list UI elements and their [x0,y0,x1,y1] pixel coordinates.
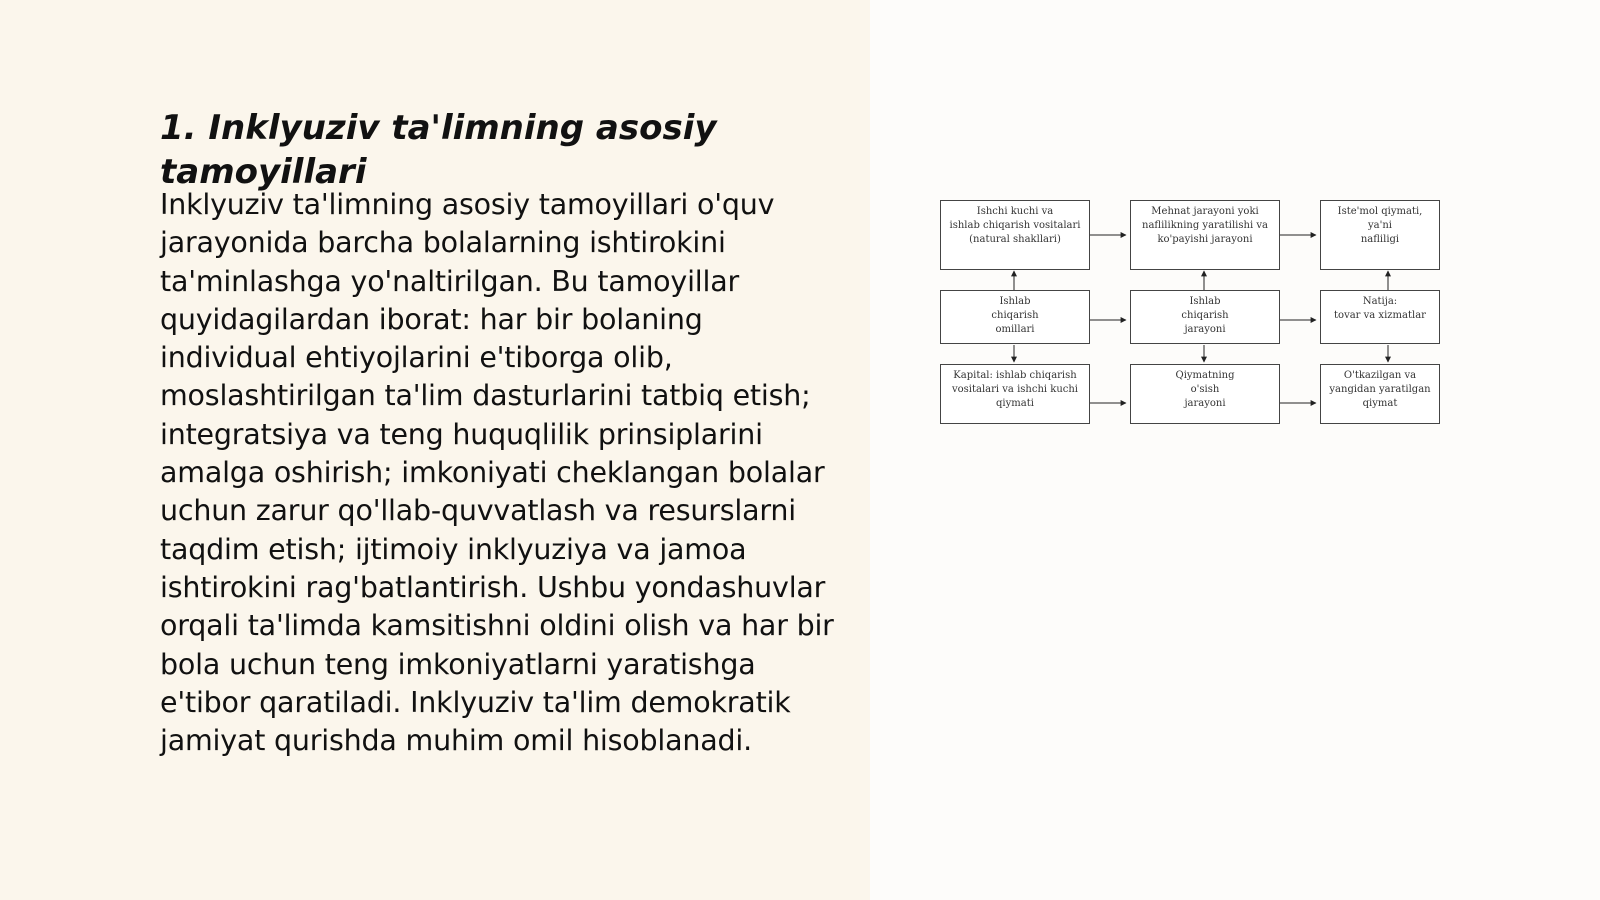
box-r3-c3 [1320,364,1440,424]
box-line: qiymat [1362,398,1398,409]
box-r1-c1 [940,200,1090,270]
box-line: ya'ni [1368,220,1392,231]
box-r2-c1 [940,290,1090,344]
box-line: Mehnat jarayoni yoki [1151,206,1259,217]
box-line: Ishchi kuchi va [976,206,1054,217]
box-line: Iste'mol qiymati, [1337,206,1423,217]
box-line: Ishlab [1189,296,1221,307]
box-line: chiqarish [991,310,1039,321]
box-line: vositalari va ishchi kuchi [951,384,1078,395]
box-line: Ishlab [999,296,1031,307]
right-panel [870,0,1600,900]
box-r1-c2 [1130,200,1280,270]
box-line: jarayoni [1184,398,1226,409]
box-r2-c3 [1320,290,1440,344]
box-line: O'tkazilgan va [1343,370,1417,381]
flow-diagram [940,190,1460,440]
box-r2-c2 [1130,290,1280,344]
box-line: omillari [995,324,1035,335]
box-line: o'sish [1190,384,1220,395]
box-line: jarayoni [1184,324,1226,335]
box-line: qiymati [996,398,1034,409]
box-line: chiqarish [1181,310,1229,321]
box-line: nafliligi [1360,234,1400,245]
box-line: yangidan yaratilgan [1329,384,1431,395]
box-r3-c1 [940,364,1090,424]
slide-title: 1. Inklyuziv ta'limning asosiy tamoyillari [160,108,717,192]
slide-body-text: Inklyuziv ta'limning asosiy tamoyillari o'quv jarayonida barcha bolalarning ishtirokini ta'minlashga yo'naltirilgan. Bu tamoyillar quyidagilardan iborat: har bir bolaning individual ehtiyojlarini e'tiborga olib, moslashtirilgan ta'lim dasturlarini tatbiq etish; integratsiya va teng huquqlilik prinsiplarini amalga oshirish; imkoniyati cheklangan bolalar uchun zarur qo'llab-quvvatlash va resurslarni taqdim etish; ijtimoiy inklyuziya va jamoa ishtirokini rag'batlantirish. Ushbu yondashuvlar orqali ta'limda kamsitishni oldini olish va har bir bola uchun teng imkoniyatlarni yaratishga e'tibor qaratiladi. Inklyuziv ta'lim demokratik jamiyat qurishda muhim omil hisoblanadi. [160,188,834,758]
box-line: tovar va xizmatlar [1334,310,1426,321]
box-line: naflilikning yaratilishi va [1142,220,1268,231]
box-line: Kapital: ishlab chiqarish [953,370,1077,381]
box-r3-c2 [1130,364,1280,424]
box-line: ishlab chiqarish vositalari [949,220,1081,231]
box-line: Qiymatning [1175,370,1235,381]
box-line: ko'payishi jarayoni [1157,234,1253,245]
box-r1-c3 [1320,200,1440,270]
box-line: (natural shakllari) [969,234,1061,245]
box-line: Natija: [1362,296,1398,307]
